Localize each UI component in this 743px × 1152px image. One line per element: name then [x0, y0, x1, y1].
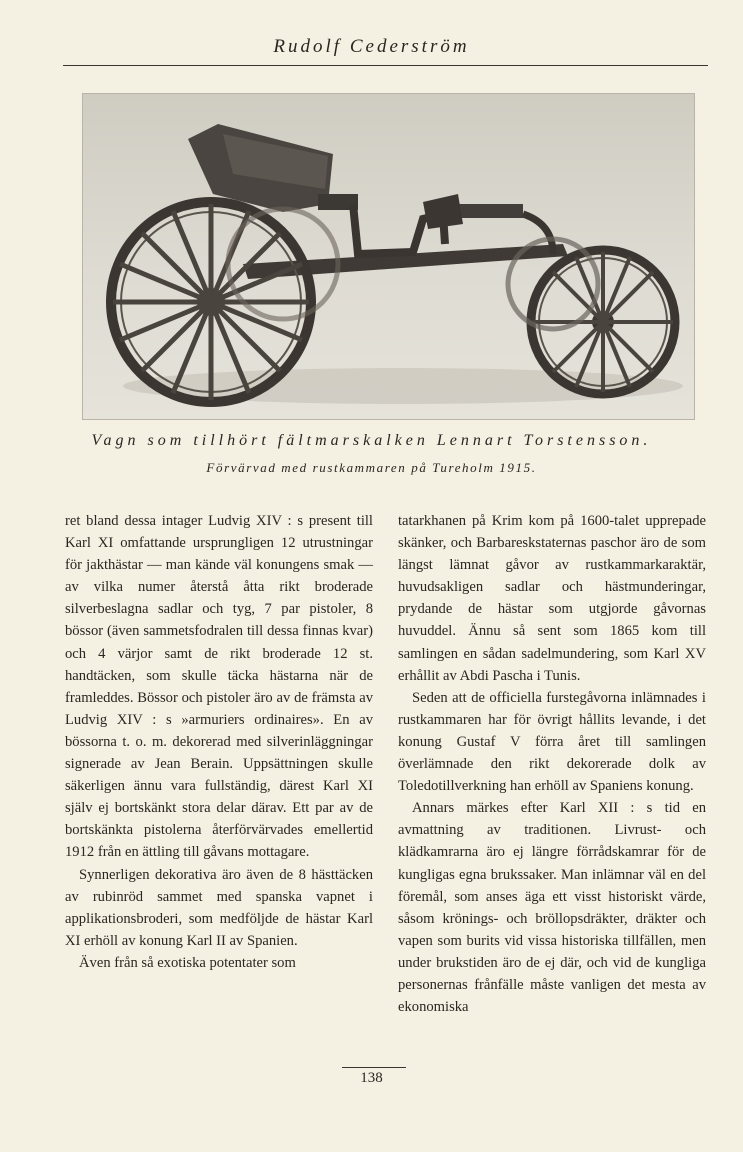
- right-column: [398, 510, 706, 1018]
- paragraph: Annars märkes efter Karl XII : s tid en avmattning av traditionen. Livrust- och klädkamrarna äro ej längre förrådskamrar för de kungligas egna brukssaker. Man inlämnar väl en del föremål, som anses äga ett visst historiskt värde, såsom krönings- och bröllopsdräkter, dräkter och vapen som burits vid vissa historiska tillfällen, men under brukstiden äro de ej där, och vid de kungliga personernas frånfälle måste vanligen det mesta av ekonomiska: [398, 800, 706, 1016]
- paragraph: Synnerligen dekorativa äro även de 8 hästtäcken av rubinröd sammet med spanska vapnet i applikationsbroderi, som medföljde de hästar Karl XI erhöll av konung Karl II av Spanien.: [65, 866, 373, 949]
- page-number: 138: [360, 1070, 383, 1086]
- paragraph: Även från så exotiska potentater som: [79, 954, 296, 971]
- header-rule: [63, 65, 708, 66]
- left-column: [65, 510, 373, 974]
- figure-subcaption: Förvärvad med rustkammaren på Tureholm 1915.: [206, 460, 537, 475]
- carriage-photograph: [82, 93, 695, 420]
- paragraph: ret bland dessa intager Ludvig XIV : s present till Karl XI omfattande ursprungligen 12 utrustningar för jakthästar — man kände väl konungens smak — av vilka numer återstå åtta rikt broderade silverbeslagna sadlar och tyg, 7 par pistoler, 8 bössor (även sammetsfodralen till dessa finnas kvar) och 4 värjor samt de rikt broderade 12 st. handtäcken, som skulle täcka hästarna när de framleddes. Bössor och pistoler äro av de främsta av Ludvig XIV : s »armuriers ordinaires». En av bössorna t. o. m. dekorerad med silverinläggningar signerade av Jean Berain. Uppsättningen skulle säkerligen ännu vara fullständig, därest Karl XI själv ej bortskänkt stora delar därav. Ett par av de bortskänkta pistolerna återförvärvades emellertid 1912 från en ättling till gåvans mottagare.: [65, 513, 373, 861]
- paragraph: Seden att de officiella furstegåvorna inlämnades i rustkammaren har för övrigt hållits levande, i det konung Gustaf V förra året till samlingen överlämnade den rikt dekorerade dolk av Toledotillverkning han erhöll av Spaniens konung.: [398, 689, 706, 795]
- running-head-title: Rudolf Cederström: [273, 36, 470, 57]
- rear-wheel: [111, 202, 311, 402]
- paragraph: tatarkhanen på Krim kom på 1600-talet upprepade skänker, och Barbareskstaternas paschor äro de som längst lämnat gåvor av rustkammarkaraktär, huvudsakligen sadlar och hästmunderingar, prydande de hästar som utgjorde gåvornas huvuddel. Ännu så sent som 1865 kom till samlingen en sådan sadelmundering, som Karl XV erhållit av Abdi Pascha i Tunis.: [398, 513, 706, 684]
- front-wheel: [531, 250, 675, 394]
- footer-rule: [342, 1067, 406, 1068]
- carriage-illustration: [83, 94, 694, 419]
- figure-caption: Vagn som tillhört fältmarskalken Lennart Torstensson.: [91, 432, 652, 449]
